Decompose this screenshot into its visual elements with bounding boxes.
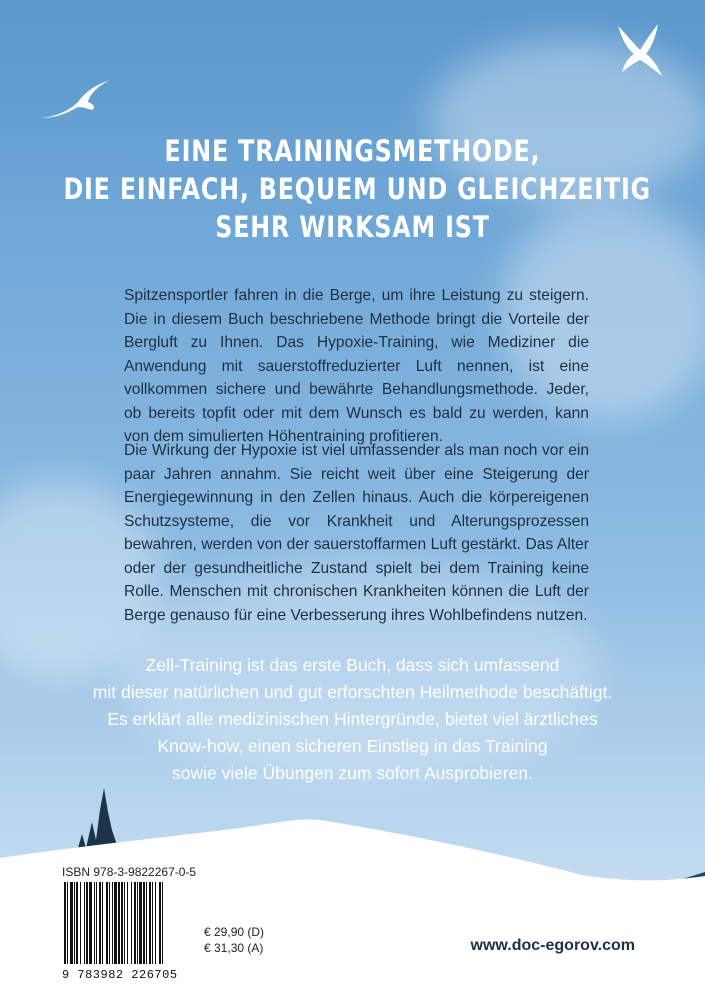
lead-line: mit dieser natürlichen und gut erforschten Heilmethode beschäftigt. xyxy=(92,682,613,702)
website-url: www.doc-egorov.com xyxy=(470,937,635,954)
barcode-bar xyxy=(137,882,138,964)
barcode-bar xyxy=(84,882,85,964)
barcode-bar xyxy=(139,882,142,964)
barcode-bar xyxy=(159,882,161,964)
barcode-bar xyxy=(162,882,163,964)
barcode-bar xyxy=(124,882,125,964)
headline-line: DIE EINFACH, BEQUEM UND GLEICHZEITIG xyxy=(63,172,652,206)
lead-line: Zell-Training ist das erste Buch, dass sich umfassend xyxy=(145,655,560,675)
barcode-bar xyxy=(149,882,151,964)
price-germany: € 29,90 (D) xyxy=(204,925,265,939)
lead-line: sowie viele Übungen zum sofort Ausprobieren. xyxy=(172,763,533,783)
barcode-bar xyxy=(89,882,92,964)
barcode-bar xyxy=(94,882,95,964)
barcode-bar xyxy=(109,882,110,964)
barcode-bar xyxy=(106,882,108,964)
barcode-bar xyxy=(64,882,66,964)
barcode-digits: 9 783982 226705 xyxy=(62,968,178,982)
headline-line: EINE TRAININGSMETHODE, xyxy=(164,134,541,168)
barcode-bar xyxy=(155,882,156,964)
headline-line: SEHR WIRKSAM IST xyxy=(215,210,490,244)
barcode-bar xyxy=(134,882,136,964)
barcode-bar xyxy=(112,882,113,964)
barcode-bar xyxy=(99,882,101,964)
lead-line: Es erklärt alle medizinischen Hintergründe, bietet viel ärztliches xyxy=(107,709,598,729)
barcode-bar xyxy=(86,882,88,964)
barcode xyxy=(62,882,194,972)
barcode-bar xyxy=(114,882,117,964)
barcode-bar xyxy=(146,882,147,964)
barcode-bar xyxy=(67,882,68,964)
barcode-bar xyxy=(80,882,81,964)
barcode-bar xyxy=(118,882,120,964)
barcode-bar xyxy=(127,882,128,964)
price-austria: € 31,30 (A) xyxy=(204,941,264,955)
lead-line: Know-how, einen sicheren Einstieg in das Training xyxy=(157,736,548,756)
barcode-bar xyxy=(102,882,103,964)
barcode-bar xyxy=(74,882,75,964)
barcode-bars xyxy=(62,882,194,966)
barcode-bar xyxy=(96,882,97,964)
paragraph-text: Die Wirkung der Hypoxie ist viel umfassender als man noch vor ein paar Jahren annahm. Sie reicht weit über eine Steigerung der Energiegewinnung in den Zellen hinaus. Auch die körpereigenen Schutzsysteme, die vor Krankheit und Alterungsprozessen bewahren, werden von der sauerstoffarmen Luft gestärkt. Das Alter oder der gesundheitliche Zustand spielt bei dem Training keine Rolle. Menschen mit chronischen Krankheiten können die Luft der Berge genauso für eine Verbesserung ihres Wohlbefindens nutzen. xyxy=(124,442,589,624)
barcode-bar xyxy=(76,882,78,964)
barcode-bar xyxy=(152,882,153,964)
paragraph-text: Spitzensportler fahren in die Berge, um ihre Leistung zu steigern. Die in diesem Buch beschriebene Methode bringt die Vorteile der Bergluft zu Ihnen. Das Hypoxie-Training, wie Mediziner die Anwendung mit sauerstoffreduzierter Luft nennen, ist eine vollkommen sichere und bewährte Behandlungsmethode. Jeder, ob bereits topfit oder mit dem Wunsch es bald zu werden, kann von dem simulierten Höhentraining profitieren. xyxy=(124,287,589,445)
barcode-bar xyxy=(121,882,123,964)
isbn: ISBN 978-3-9822267-0-5 xyxy=(62,865,197,879)
barcode-bar xyxy=(70,882,73,964)
barcode-bar xyxy=(143,882,145,964)
barcode-bar xyxy=(131,882,132,964)
